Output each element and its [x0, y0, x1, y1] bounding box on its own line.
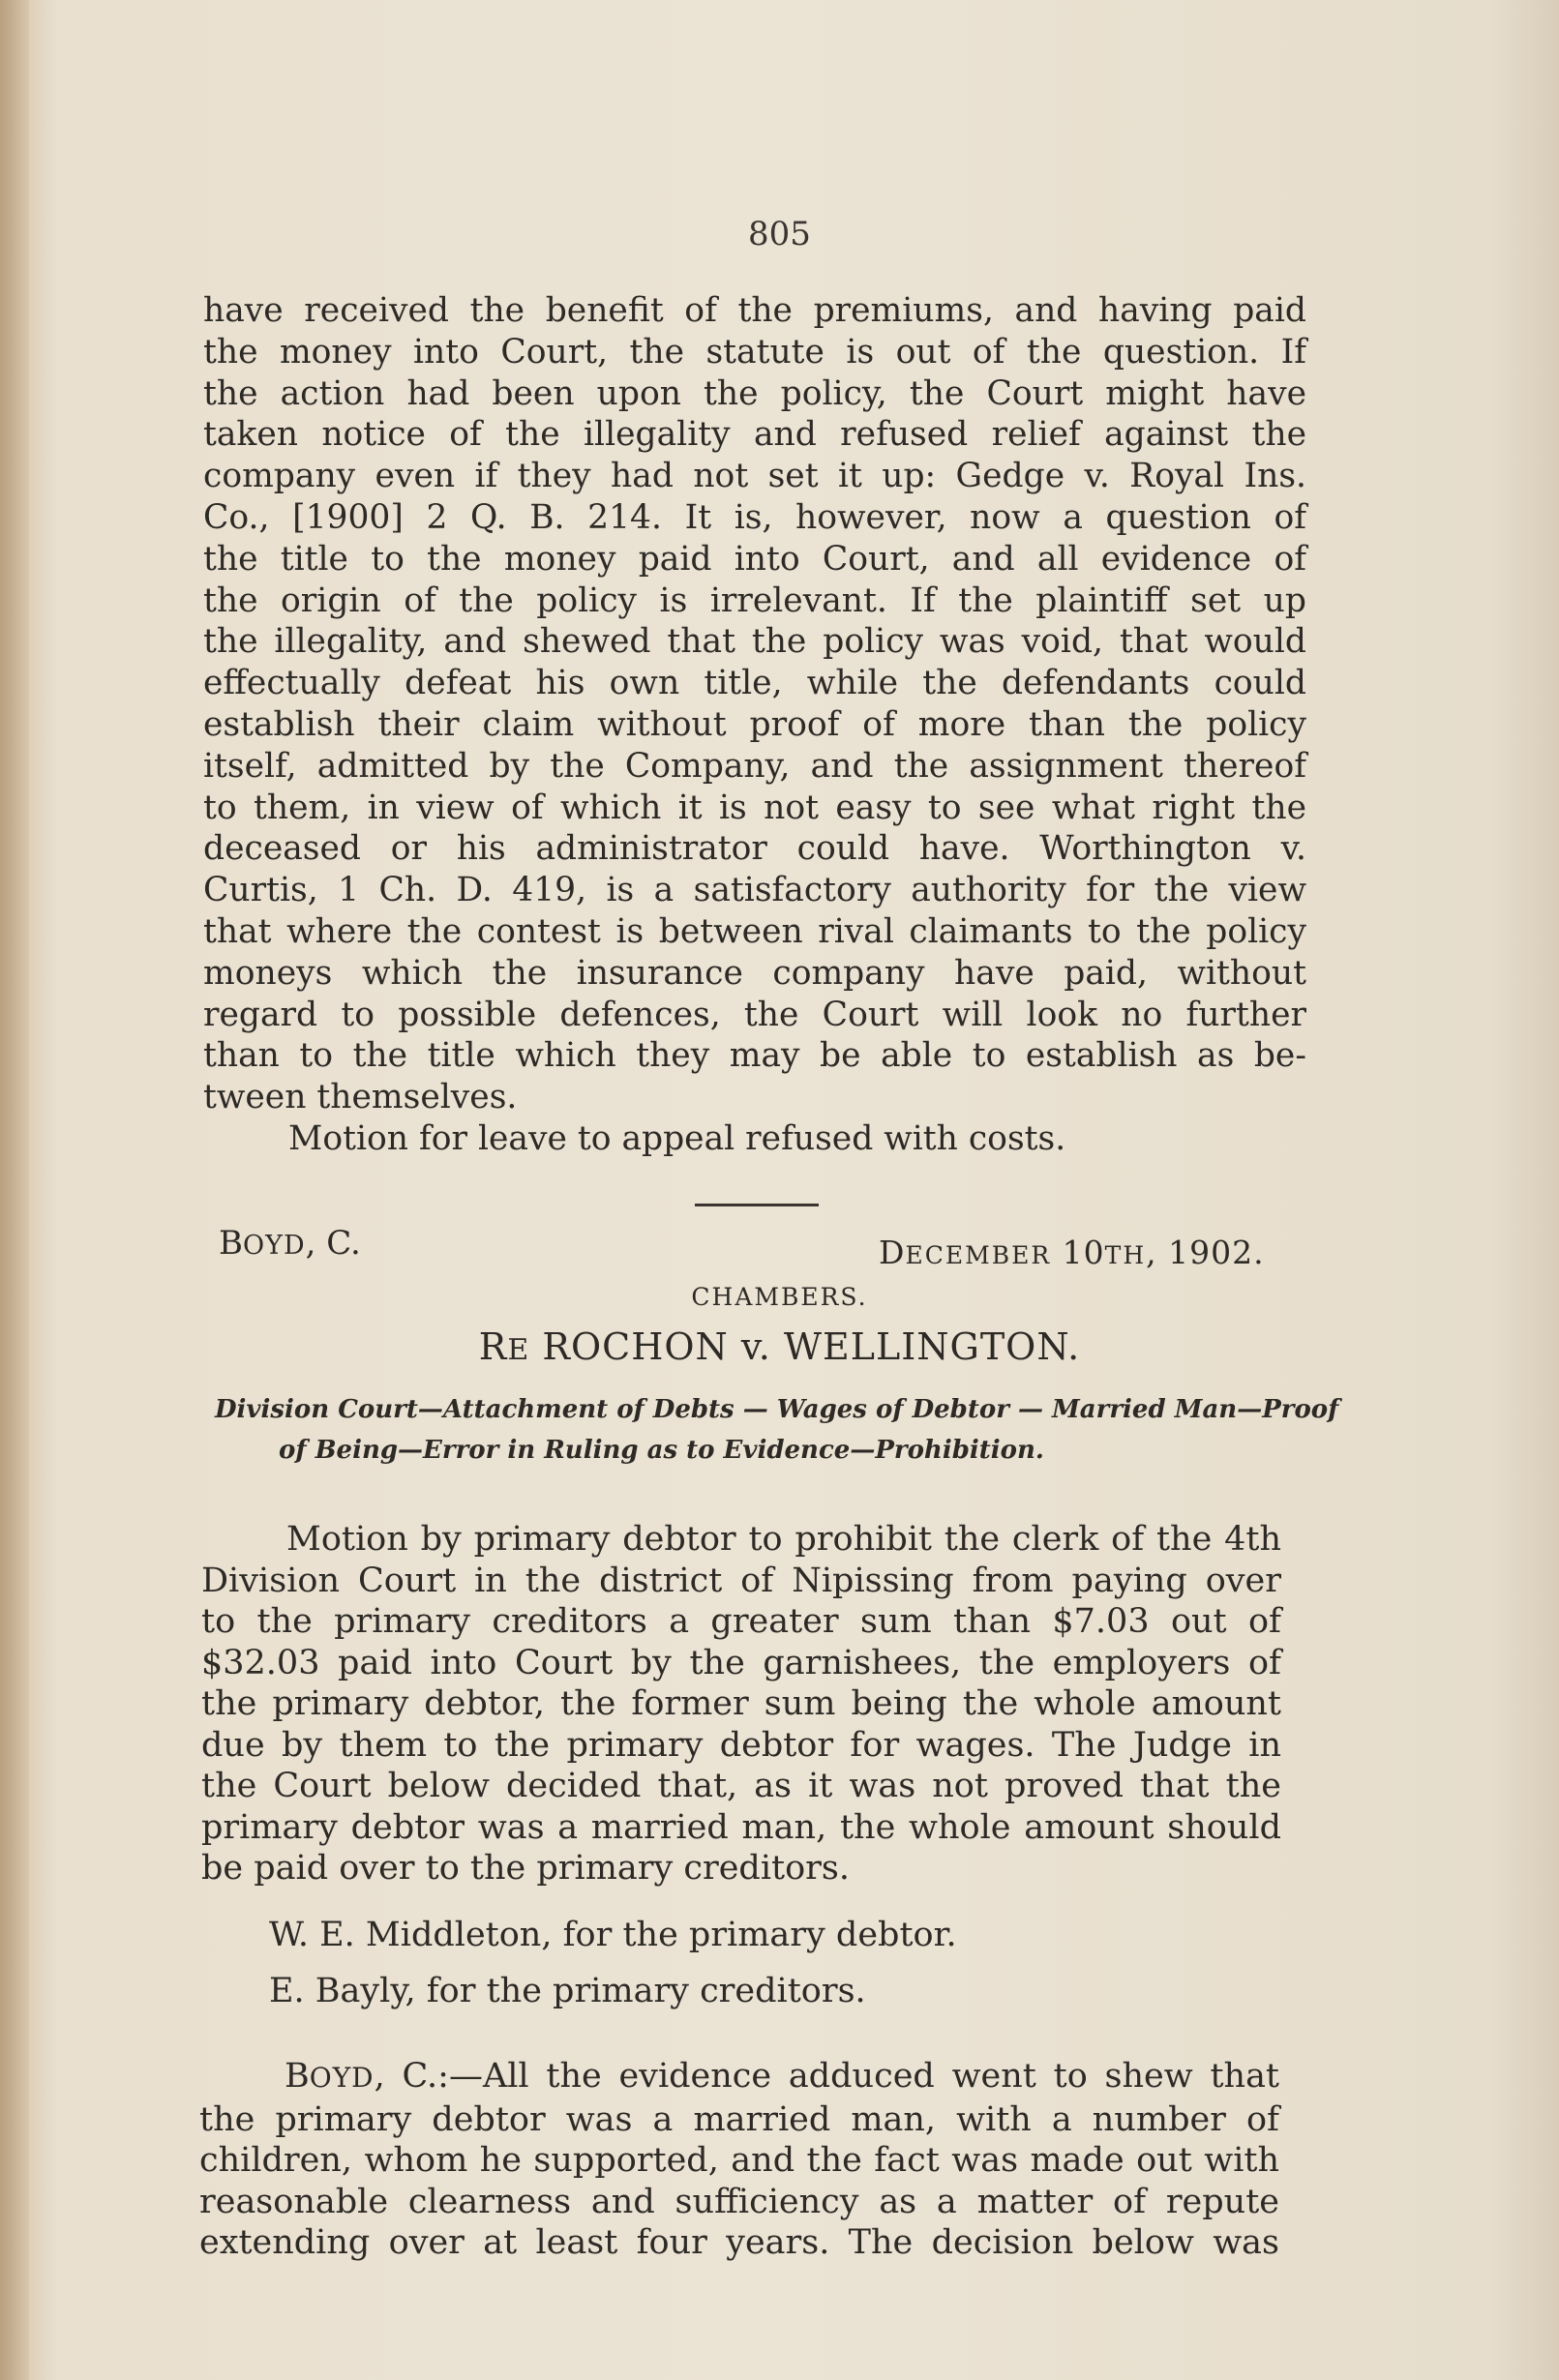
text-line: moneys which the insurance company have paid, without — [203, 953, 1306, 993]
text-line: children, whom he supported, and the fact was made out with — [199, 2141, 1279, 2180]
motion-paragraph — [201, 1519, 1281, 1889]
text-line: to them, in view of which it is not easy to see what right the — [203, 788, 1306, 827]
text-line: have received the benefit of the premiums, and having paid — [203, 291, 1306, 330]
text-line: the primary debtor was a married man, with a number of — [199, 2099, 1279, 2139]
text-line: establish their claim without proof of more than the policy — [203, 704, 1306, 744]
counsel-creditors: E. Bayly, for the primary creditors. — [269, 1972, 866, 2010]
text-line: taken notice of the illegality and refused relief against the — [203, 415, 1306, 455]
section-divider — [695, 1204, 819, 1206]
date-day: 10 — [1062, 1234, 1105, 1271]
paragraph-continued — [203, 290, 1306, 1160]
text-line: itself, admitted by the Company, and the assignment thereof — [203, 746, 1306, 786]
text-line: deceased or his administrator could have. Worthington v. — [203, 829, 1306, 869]
headnote: Division Court—Attachment of Debts — Wages of Debtor — Married Man—Proof of Being—Error in Ruling as to Evidence—Prohibition. — [215, 1395, 1339, 1465]
judgment-name-rest: OYD — [309, 2062, 375, 2094]
date-suffix: TH — [1104, 1241, 1147, 1269]
text-line: Motion by primary debtor to prohibit the clerk of the 4th — [286, 1520, 1281, 1559]
text-line: the primary debtor, the former sum being the whole amount — [201, 1684, 1281, 1723]
case-title — [0, 1325, 1559, 1368]
text-line: $32.03 paid into Court by the garnishees, the employers of — [201, 1643, 1281, 1682]
judge-name-rest: OYD — [243, 1231, 306, 1261]
text-line: be paid over to the primary creditors. — [201, 1849, 850, 1888]
judgment-intro-rest: , C.:—All the evidence adduced went to shew that — [374, 2057, 1279, 2096]
text-line: Curtis, 1 Ch. D. 419, is a satisfactory authority for the view — [203, 871, 1306, 910]
judge-name — [219, 1224, 361, 1263]
date-year: , 1902. — [1146, 1234, 1265, 1271]
date-month-rest: ECEMBER — [905, 1241, 1052, 1269]
case-re-rest: E — [507, 1333, 530, 1367]
text-line: the Court below decided that, as it was not proved that the — [201, 1767, 1281, 1805]
text-line: due by them to the primary debtor for wages. The Judge in — [201, 1725, 1281, 1765]
text-line: the money into Court, the statute is out of the question. If — [203, 332, 1306, 372]
text-line: Co., [1900] 2 Q. B. 214. It is, however, now a question of — [203, 497, 1306, 537]
text-line: tween themselves. — [203, 1078, 518, 1117]
text-line: company even if they had not set it up: Gedge v. Royal Ins. — [203, 457, 1306, 496]
judgment-initial: B — [285, 2057, 310, 2096]
text-line: than to the title which they may be able to establish as be- — [203, 1036, 1306, 1076]
text-line: the illegality, and shewed that the policy was void, that would — [203, 622, 1306, 662]
text-line: Division Court in the district of Nipissing from paying over — [201, 1561, 1281, 1600]
chambers-label: CHAMBERS. — [691, 1283, 868, 1311]
judgment-intro-line — [199, 2056, 1279, 2099]
text-line: the origin of the policy is irrelevant. If the plaintiff set up — [203, 580, 1306, 620]
text-line: the title to the money paid into Court, and all evidence of — [203, 539, 1306, 579]
text-line: regard to possible defences, the Court will look no further — [203, 995, 1306, 1034]
text-line: effectually defeat his own title, while the defendants could — [203, 664, 1306, 703]
text-line: that where the contest is between rival claimants to the policy — [203, 911, 1306, 951]
text-line: primary debtor was a married man, the whole amount should — [201, 1807, 1281, 1847]
motion-result: Motion for leave to appeal refused with costs. — [288, 1118, 1066, 1158]
judge-suffix: , C. — [305, 1224, 361, 1263]
book-binding — [0, 0, 29, 2380]
case-name: ROCHON v. WELLINGTON. — [542, 1325, 1081, 1368]
judge-initial: B — [219, 1224, 243, 1263]
text-line: to the primary creditors a greater sum than $7.03 out of — [201, 1602, 1281, 1641]
text-line: extending over at least four years. The decision below was — [199, 2223, 1279, 2262]
date-first-letter: D — [879, 1234, 906, 1271]
text-line: reasonable clearness and sufficiency as a matter of repute — [199, 2182, 1279, 2221]
judgment-paragraph — [199, 2056, 1279, 2264]
text-line: the action had been upon the policy, the Court might have — [203, 373, 1306, 413]
counsel-debtor: W. E. Middleton, for the primary debtor. — [269, 1916, 957, 1954]
decision-date — [879, 1234, 1265, 1271]
case-re-first: R — [478, 1325, 508, 1368]
page-number: 805 — [748, 215, 811, 253]
